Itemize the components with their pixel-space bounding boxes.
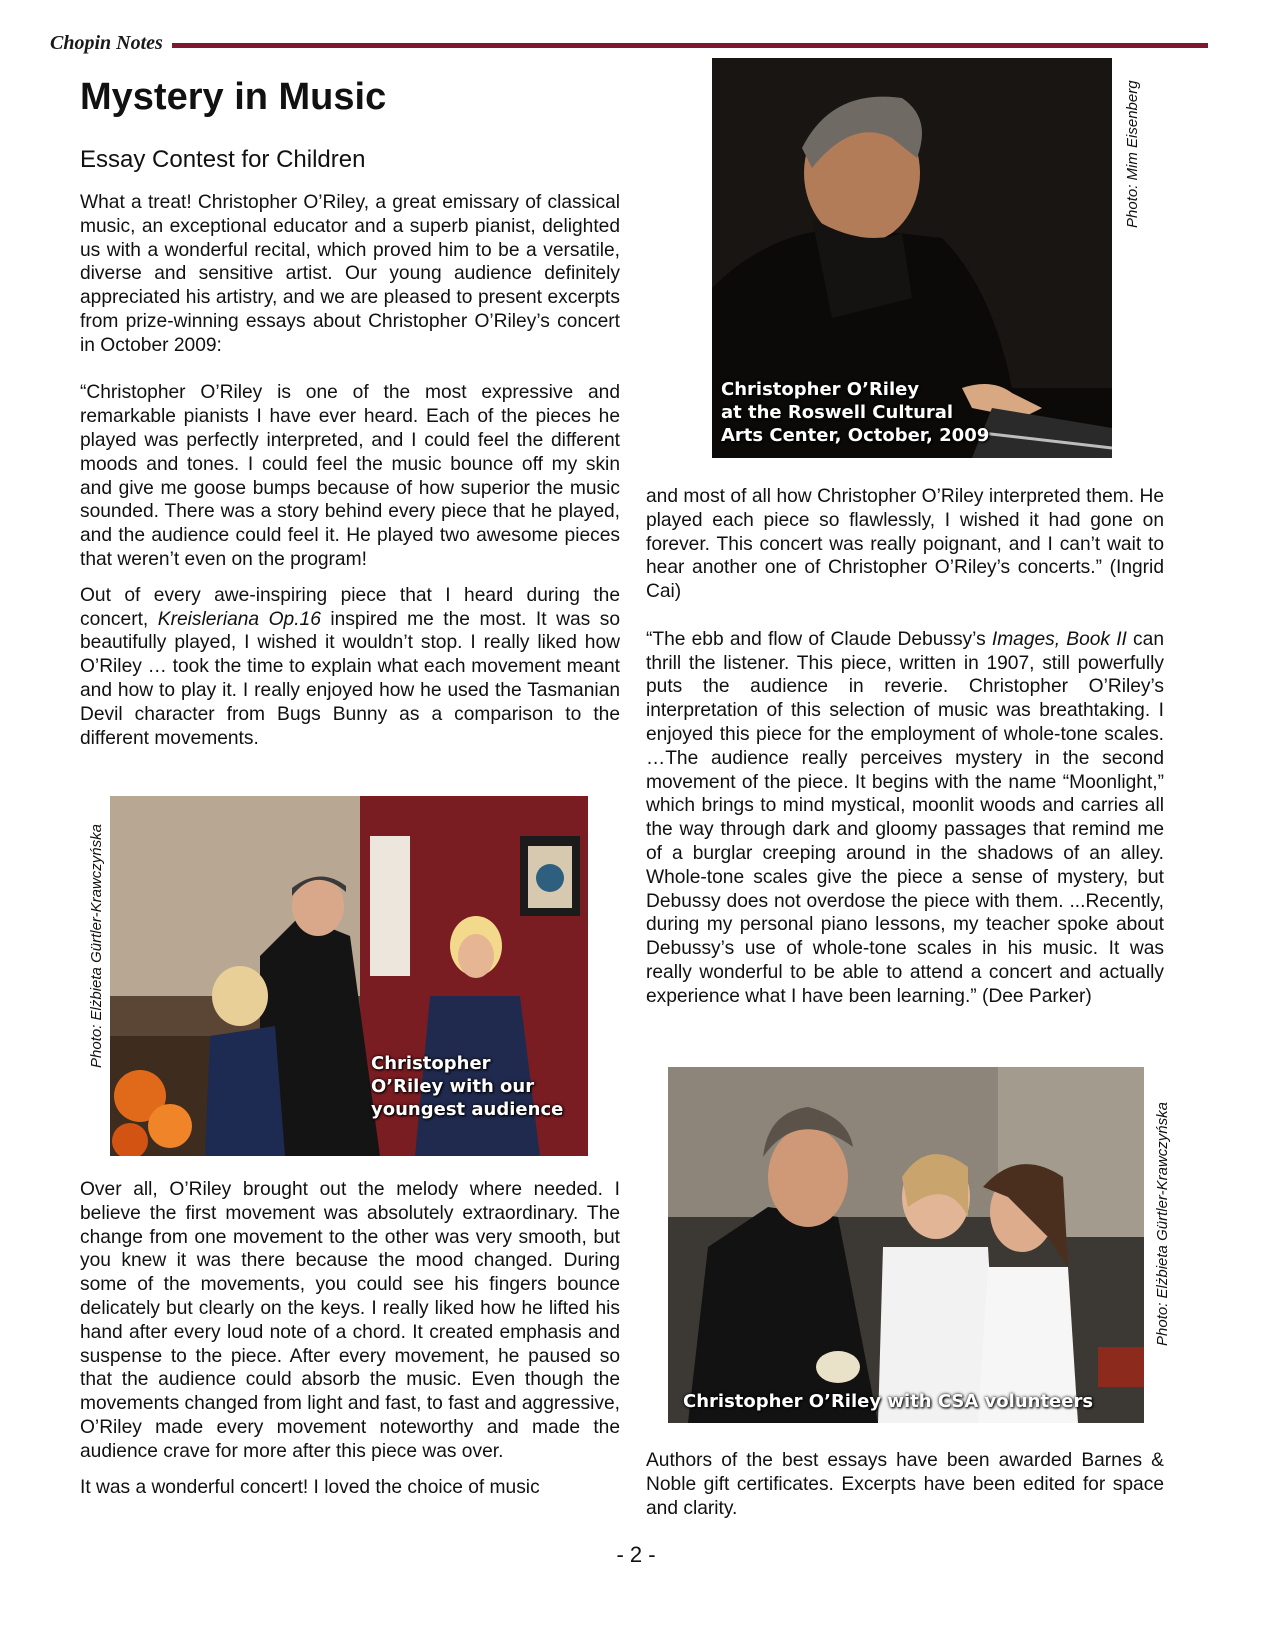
article-title: Mystery in Music [80, 76, 387, 118]
photo-children-caption-line: O’Riley with our [371, 1076, 535, 1097]
photo-children-caption-line: Christopher [371, 1053, 491, 1074]
header-rule [172, 43, 1208, 48]
photo-credit-volunteers: Photo: Elżbieta Gürtler-Krawczyńska [1154, 1102, 1171, 1346]
photo-volunteers-caption-line: Christopher O’Riley with CSA volunteers [683, 1391, 1094, 1412]
closing-note: Authors of the best essays have been awarded Barnes & Noble gift certificates. Excerpts have been edited for space and clarity. [646, 1450, 1164, 1519]
article-subtitle: Essay Contest for Children [80, 146, 366, 173]
essay-5-text-a: “The ebb and flow of Claude Debussy’s [646, 628, 992, 650]
photo-children-caption-line: youngest audience [371, 1099, 564, 1120]
newsletter-name: Chopin Notes [50, 32, 163, 54]
right-column-top [646, 485, 1164, 1009]
essay-5-work-title: Images, Book II [991, 628, 1127, 650]
essay-2-text-b: inspired me the most. It was so beautifully played, I wished it wouldn’t stop. I really liked how O’Riley … took the time to explain what each movement meant and how to play it. I really enjoyed how he used the Tasmanian Devil character from Bugs Bunny as a comparison to the different movements. [80, 608, 620, 749]
essay-3-paragraph: Over all, O’Riley brought out the melody where needed. I believe the first movement was absolutely extraordinary. The change from one movement to the other was very smooth, but you knew it was there because the mood changed. During some of the movements, you could see his fingers bounce delicately but clearly on the keys. I really liked how he lifted his hand after every loud note of a chord. It created emphasis and suspense to the piece. After every movement, he paused so that the audience could absorb the music. Even though the movements changed from light and fast, to fast and aggressive, O’Riley made every movement noteworthy and made the audience crave for more after this piece was over. [80, 1179, 620, 1462]
essay-2-work-title: Kreisleriana Op.16 [157, 608, 321, 630]
photo-pianist-caption-line: Arts Center, October, 2009 [721, 425, 990, 446]
right-column-bottom [646, 1449, 1164, 1520]
essay-2-text-a: Out of every awe-inspiring piece that I heard during the concert, [80, 584, 620, 630]
essay-4-closing: and most of all how Christopher O’Riley interpreted them. He played each piece so flawlessly, I wished it had gone on forever. This concert was really poignant, and I can’t wait to hear another one of Christopher O’Riley’s concerts.” (Ingrid Cai) [646, 486, 1164, 603]
photo-pianist-caption-line: at the Roswell Cultural [721, 402, 954, 423]
essay-5-paragraph [646, 628, 1164, 1009]
photo-pianist-caption [721, 378, 989, 447]
photo-children-caption [371, 1052, 563, 1121]
left-column-bottom [80, 1178, 620, 1499]
photo-pianist-caption-line: Christopher O’Riley [721, 379, 920, 400]
essay-1-paragraph: “Christopher O’Riley is one of the most expressive and remarkable pianists I have ever heard. Each of the pieces he played was perfectly interpreted, and I could feel the different moods and tones. I could feel the music bounce off my skin and give me goose bumps because of how superior the music sounded. There was a story behind every piece that he played, and the audience could feel it. He played two awesome pieces that weren’t even on the program! [80, 382, 620, 570]
photo-volunteers [668, 1067, 1144, 1423]
intro-paragraph: What a treat! Christopher O’Riley, a great emissary of classical music, an exceptional educator and a superb pianist, delighted us with a wonderful recital, which proved him to be a versatile, diverse and sensitive artist. Our young audience definitely appreciated his artistry, and we are pleased to present excerpts from prize-winning essays about Christopher O’Riley’s concert in October 2009: [80, 192, 620, 356]
page-number: - 2 - [616, 1542, 656, 1567]
essay-2-paragraph [80, 584, 620, 751]
essay-4-opening: It was a wonderful concert! I loved the choice of music [80, 1476, 540, 1498]
photo-volunteers-caption [683, 1390, 1093, 1413]
essay-5-text-b: can thrill the listener. This piece, written in 1907, still powerfully puts the audience in reverie. Christopher O’Riley’s interpretation of this selection of music was breathtaking. I enjoyed this piece for the employment of whole-tone scales. …The audience really perceives mystery in the second movement of the piece. It begins with the name “Moonlight,” which brings to mind mystical, moonlit woods and carries all the way through dark and gloomy passages that remind me of a burglar creeping around in the shadows of an alley. Whole-tone scales give the piece a sense of mystery, but Debussy does not overdose the piece with them. ...Recently, during my personal piano lessons, my teacher spoke about Debussy’s use of whole-tone scales in his music. It was really wonderful to be able to attend a concert and actually experience what I have been learning.” (Dee Parker) [646, 628, 1164, 1007]
photo-credit-pianist: Photo: Mim Eisenberg [1124, 80, 1141, 228]
left-column-top [80, 191, 620, 750]
photo-credit-children: Photo: Elżbieta Gürtler-Krawczyńska [88, 824, 105, 1068]
